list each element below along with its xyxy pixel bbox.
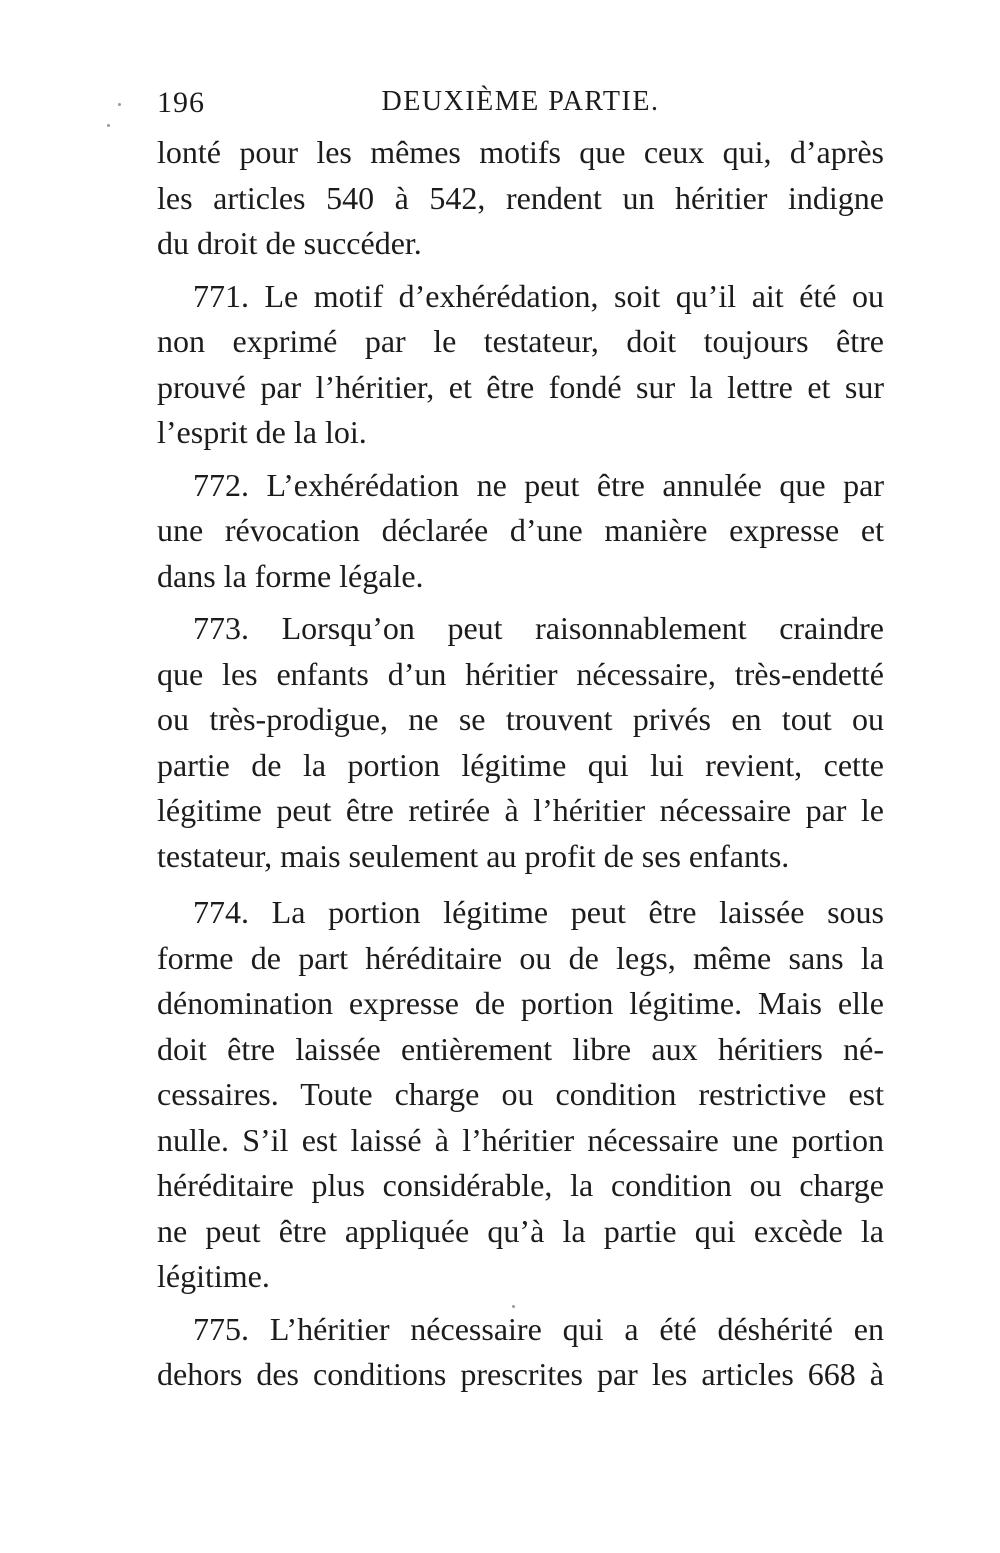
text-line: 771. Le motif d’exhérédation, soit qu’il ait été ou	[193, 277, 884, 314]
page-number: 196	[157, 86, 205, 119]
text-line: prouvé par l’héritier, et être fondé sur la lettre et sur	[157, 368, 884, 405]
text-line: dans la forme légale.	[157, 557, 424, 594]
text-line: partie de la portion légitime qui lui revient, cette	[157, 746, 884, 783]
text-line: ou très-prodigue, ne se trouvent privés en tout ou	[157, 701, 884, 737]
scan-speck	[512, 1305, 515, 1308]
article-772	[157, 463, 884, 600]
paragraph-continuation	[157, 130, 884, 267]
text-line: 774. La portion légitime peut être laissée sous	[193, 894, 884, 930]
text-line: dehors des conditions prescrites par les articles 668 à	[157, 1356, 884, 1392]
text-line: lonté pour les mêmes motifs que ceux qui, d’après	[157, 134, 884, 170]
article-771	[157, 274, 884, 456]
running-head	[157, 80, 884, 130]
article-774	[157, 890, 884, 1300]
text-line: 775. L’héritier nécessaire qui a été déshérité en	[193, 1310, 884, 1347]
text-line: ne peut être appliquée qu’à la partie qui excède la	[157, 1212, 884, 1249]
article-775	[157, 1307, 884, 1398]
scan-speck	[118, 103, 121, 106]
text-line: forme de part héréditaire ou de legs, même sans la	[157, 939, 884, 976]
text-line: légitime.	[157, 1258, 270, 1294]
text-line: une révocation déclarée d’une manière expresse et	[157, 512, 884, 548]
text-line: 773. Lorsqu’on peut raisonnablement craindre	[193, 610, 884, 646]
text-line: héréditaire plus considérable, la condition ou charge	[157, 1167, 884, 1203]
text-line: légitime peut être retirée à l’héritier nécessaire par le	[157, 792, 884, 828]
article-773	[157, 606, 884, 879]
text-line: du droit de succéder.	[157, 225, 422, 261]
text-line: les articles 540 à 542, rendent un héritier indigne	[157, 179, 884, 216]
text-line: testateur, mais seulement au profit de ses enfants.	[157, 837, 790, 874]
page-content	[157, 80, 884, 1398]
text-line: nulle. S’il est laissé à l’héritier nécessaire une portion	[157, 1121, 884, 1158]
text-line: cessaires. Toute charge ou condition restrictive est	[157, 1076, 884, 1112]
running-title: DEUXIÈME PARTIE.	[381, 86, 660, 117]
scan-speck	[107, 124, 110, 127]
text-line: dénomination expresse de portion légitime. Mais elle	[157, 985, 884, 1021]
text-line: que les enfants d’un héritier nécessaire, très-endetté	[157, 655, 884, 692]
text-line: doit être laissée entièrement libre aux héritiers né-	[157, 1030, 884, 1067]
text-line: l’esprit de la loi.	[157, 414, 367, 450]
text-line: non exprimé par le testateur, doit toujours être	[157, 323, 884, 359]
text-line: 772. L’exhérédation ne peut être annulée que par	[193, 466, 884, 503]
